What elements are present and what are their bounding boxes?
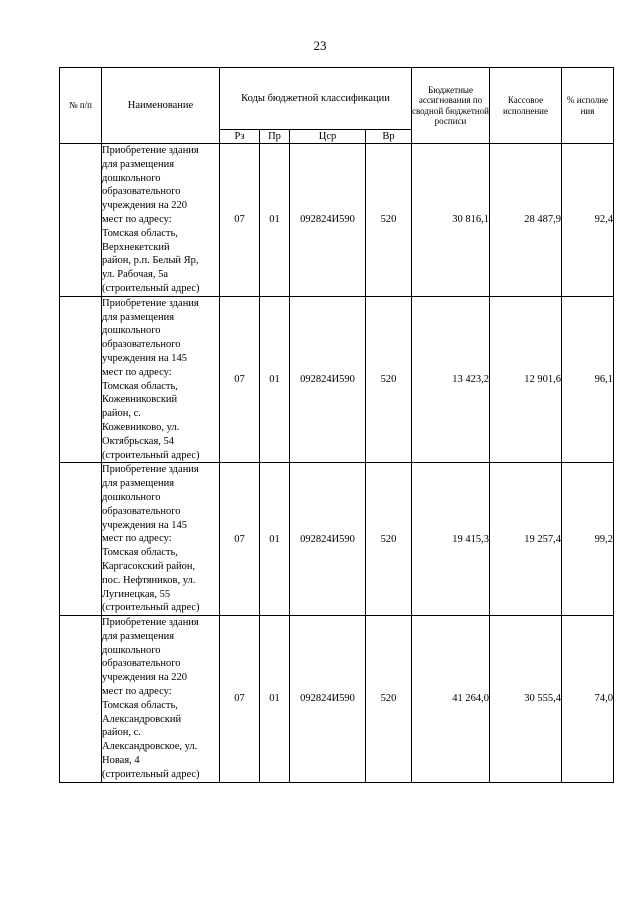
row-name — [102, 144, 220, 297]
row-pr: 01 — [260, 296, 290, 463]
row-cash: 19 257,4 — [490, 463, 562, 616]
row-name — [102, 296, 220, 463]
row-name-line: (строительный адрес) — [102, 768, 200, 780]
row-allocations: 30 816,1 — [412, 144, 490, 297]
row-rz: 07 — [220, 616, 260, 783]
row-name-line: (строительный адрес) — [102, 602, 200, 614]
row-name-line: учреждения на 220 — [102, 200, 188, 212]
row-name-line: образовательного — [102, 505, 181, 517]
row-allocations: 41 264,0 — [412, 616, 490, 783]
row-index — [60, 463, 102, 616]
row-index — [60, 296, 102, 463]
row-cash: 30 555,4 — [490, 616, 562, 783]
row-vr: 520 — [366, 296, 412, 463]
row-name-line: Приобретение здания — [102, 145, 199, 156]
header-rz: Рз — [220, 130, 260, 144]
row-name-line: учреждения на 145 — [102, 352, 188, 364]
row-allocations: 19 415,3 — [412, 463, 490, 616]
header-index: № п/п — [60, 68, 102, 144]
page-number: 23 — [313, 38, 327, 53]
row-name-line: Приобретение здания — [102, 464, 199, 476]
row-name-line: образовательного — [102, 186, 181, 198]
row-name-line: (строительный адрес) — [102, 282, 200, 294]
row-name-line: Кожевниково, ул. — [102, 421, 180, 433]
row-percent: 96,1 — [562, 296, 614, 463]
row-cash: 28 487,9 — [490, 144, 562, 297]
row-name-line: Верхнекетский — [102, 241, 170, 253]
row-name-line: для размещения — [102, 630, 175, 642]
table-row — [60, 616, 614, 783]
row-name-line: для размещения — [102, 311, 175, 323]
row-name — [102, 616, 220, 783]
row-allocations: 13 423,2 — [412, 296, 490, 463]
row-rz: 07 — [220, 463, 260, 616]
row-name-line: дошкольного — [102, 172, 161, 184]
row-name-line: учреждения на 220 — [102, 672, 188, 684]
row-pr: 01 — [260, 463, 290, 616]
row-name-line: мест по адресу: — [102, 366, 172, 378]
header-cash: Кассовое исполнение — [490, 68, 562, 144]
row-name-line: образовательного — [102, 658, 181, 670]
row-rz: 07 — [220, 144, 260, 297]
row-name-line: Приобретение здания — [102, 617, 199, 629]
row-name-line: мест по адресу: — [102, 213, 172, 225]
row-name-line: для размещения — [102, 158, 175, 170]
header-name: Наименование — [102, 68, 220, 144]
row-index — [60, 144, 102, 297]
row-name-line: Приобретение здания — [102, 297, 199, 309]
row-csr: 092824И590 — [290, 463, 366, 616]
row-vr: 520 — [366, 144, 412, 297]
row-name-line: дошкольного — [102, 491, 161, 503]
row-name-line: район, р.п. Белый Яр, — [102, 255, 199, 267]
row-name-line: район, с. — [102, 408, 141, 420]
row-name — [102, 463, 220, 616]
row-name-line: Каргасокский район, — [102, 560, 196, 572]
header-vr: Вр — [366, 130, 412, 144]
row-vr: 520 — [366, 463, 412, 616]
row-rz: 07 — [220, 296, 260, 463]
row-name-line: Лугинецкая, 55 — [102, 588, 171, 600]
row-name-line: Новая, 4 — [102, 755, 140, 767]
row-name-line: дошкольного — [102, 644, 161, 656]
table-row — [60, 296, 614, 463]
row-name-line: дошкольного — [102, 325, 161, 337]
row-csr: 092824И590 — [290, 144, 366, 297]
row-name-line: мест по адресу: — [102, 533, 172, 545]
row-vr: 520 — [366, 616, 412, 783]
row-name-line: Томская область, — [102, 699, 178, 711]
row-name-line: образовательного — [102, 339, 181, 351]
row-name-line: ул. Рабочая, 5а — [102, 269, 169, 281]
row-name-line: учреждения на 145 — [102, 519, 188, 531]
row-name-line: Томская область, — [102, 227, 178, 239]
header-pr: Пр — [260, 130, 290, 144]
row-index — [60, 616, 102, 783]
row-name-line: Кожевниковский — [102, 394, 178, 406]
budget-table — [59, 67, 614, 783]
header-allocations: Бюджетные ассигнования по сводной бюджетной росписи — [412, 68, 490, 144]
table-row — [60, 144, 614, 297]
row-name-line: мест по адресу: — [102, 686, 172, 698]
row-name-line: Александровское, ул. — [102, 741, 198, 753]
row-name-line: Томская область, — [102, 547, 178, 559]
row-pr: 01 — [260, 144, 290, 297]
row-csr: 092824И590 — [290, 616, 366, 783]
row-name-line: (строительный адрес) — [102, 449, 200, 461]
row-percent: 99,2 — [562, 463, 614, 616]
row-name-line: район, с. — [102, 727, 141, 739]
row-percent: 74,0 — [562, 616, 614, 783]
row-name-line: Октябрьская, 54 — [102, 435, 175, 447]
row-name-line: пос. Нефтяников, ул. — [102, 574, 196, 586]
row-percent: 92,4 — [562, 144, 614, 297]
table-row — [60, 463, 614, 616]
row-csr: 092824И590 — [290, 296, 366, 463]
table-body — [60, 144, 614, 783]
row-name-line: Александровский — [102, 713, 182, 725]
row-cash: 12 901,6 — [490, 296, 562, 463]
header-codes: Коды бюджетной классификации — [220, 68, 412, 130]
row-pr: 01 — [260, 616, 290, 783]
header-percent: % исполне ния — [562, 68, 614, 144]
row-name-line: для размещения — [102, 478, 175, 490]
header-csr: Цср — [290, 130, 366, 144]
row-name-line: Томская область, — [102, 380, 178, 392]
